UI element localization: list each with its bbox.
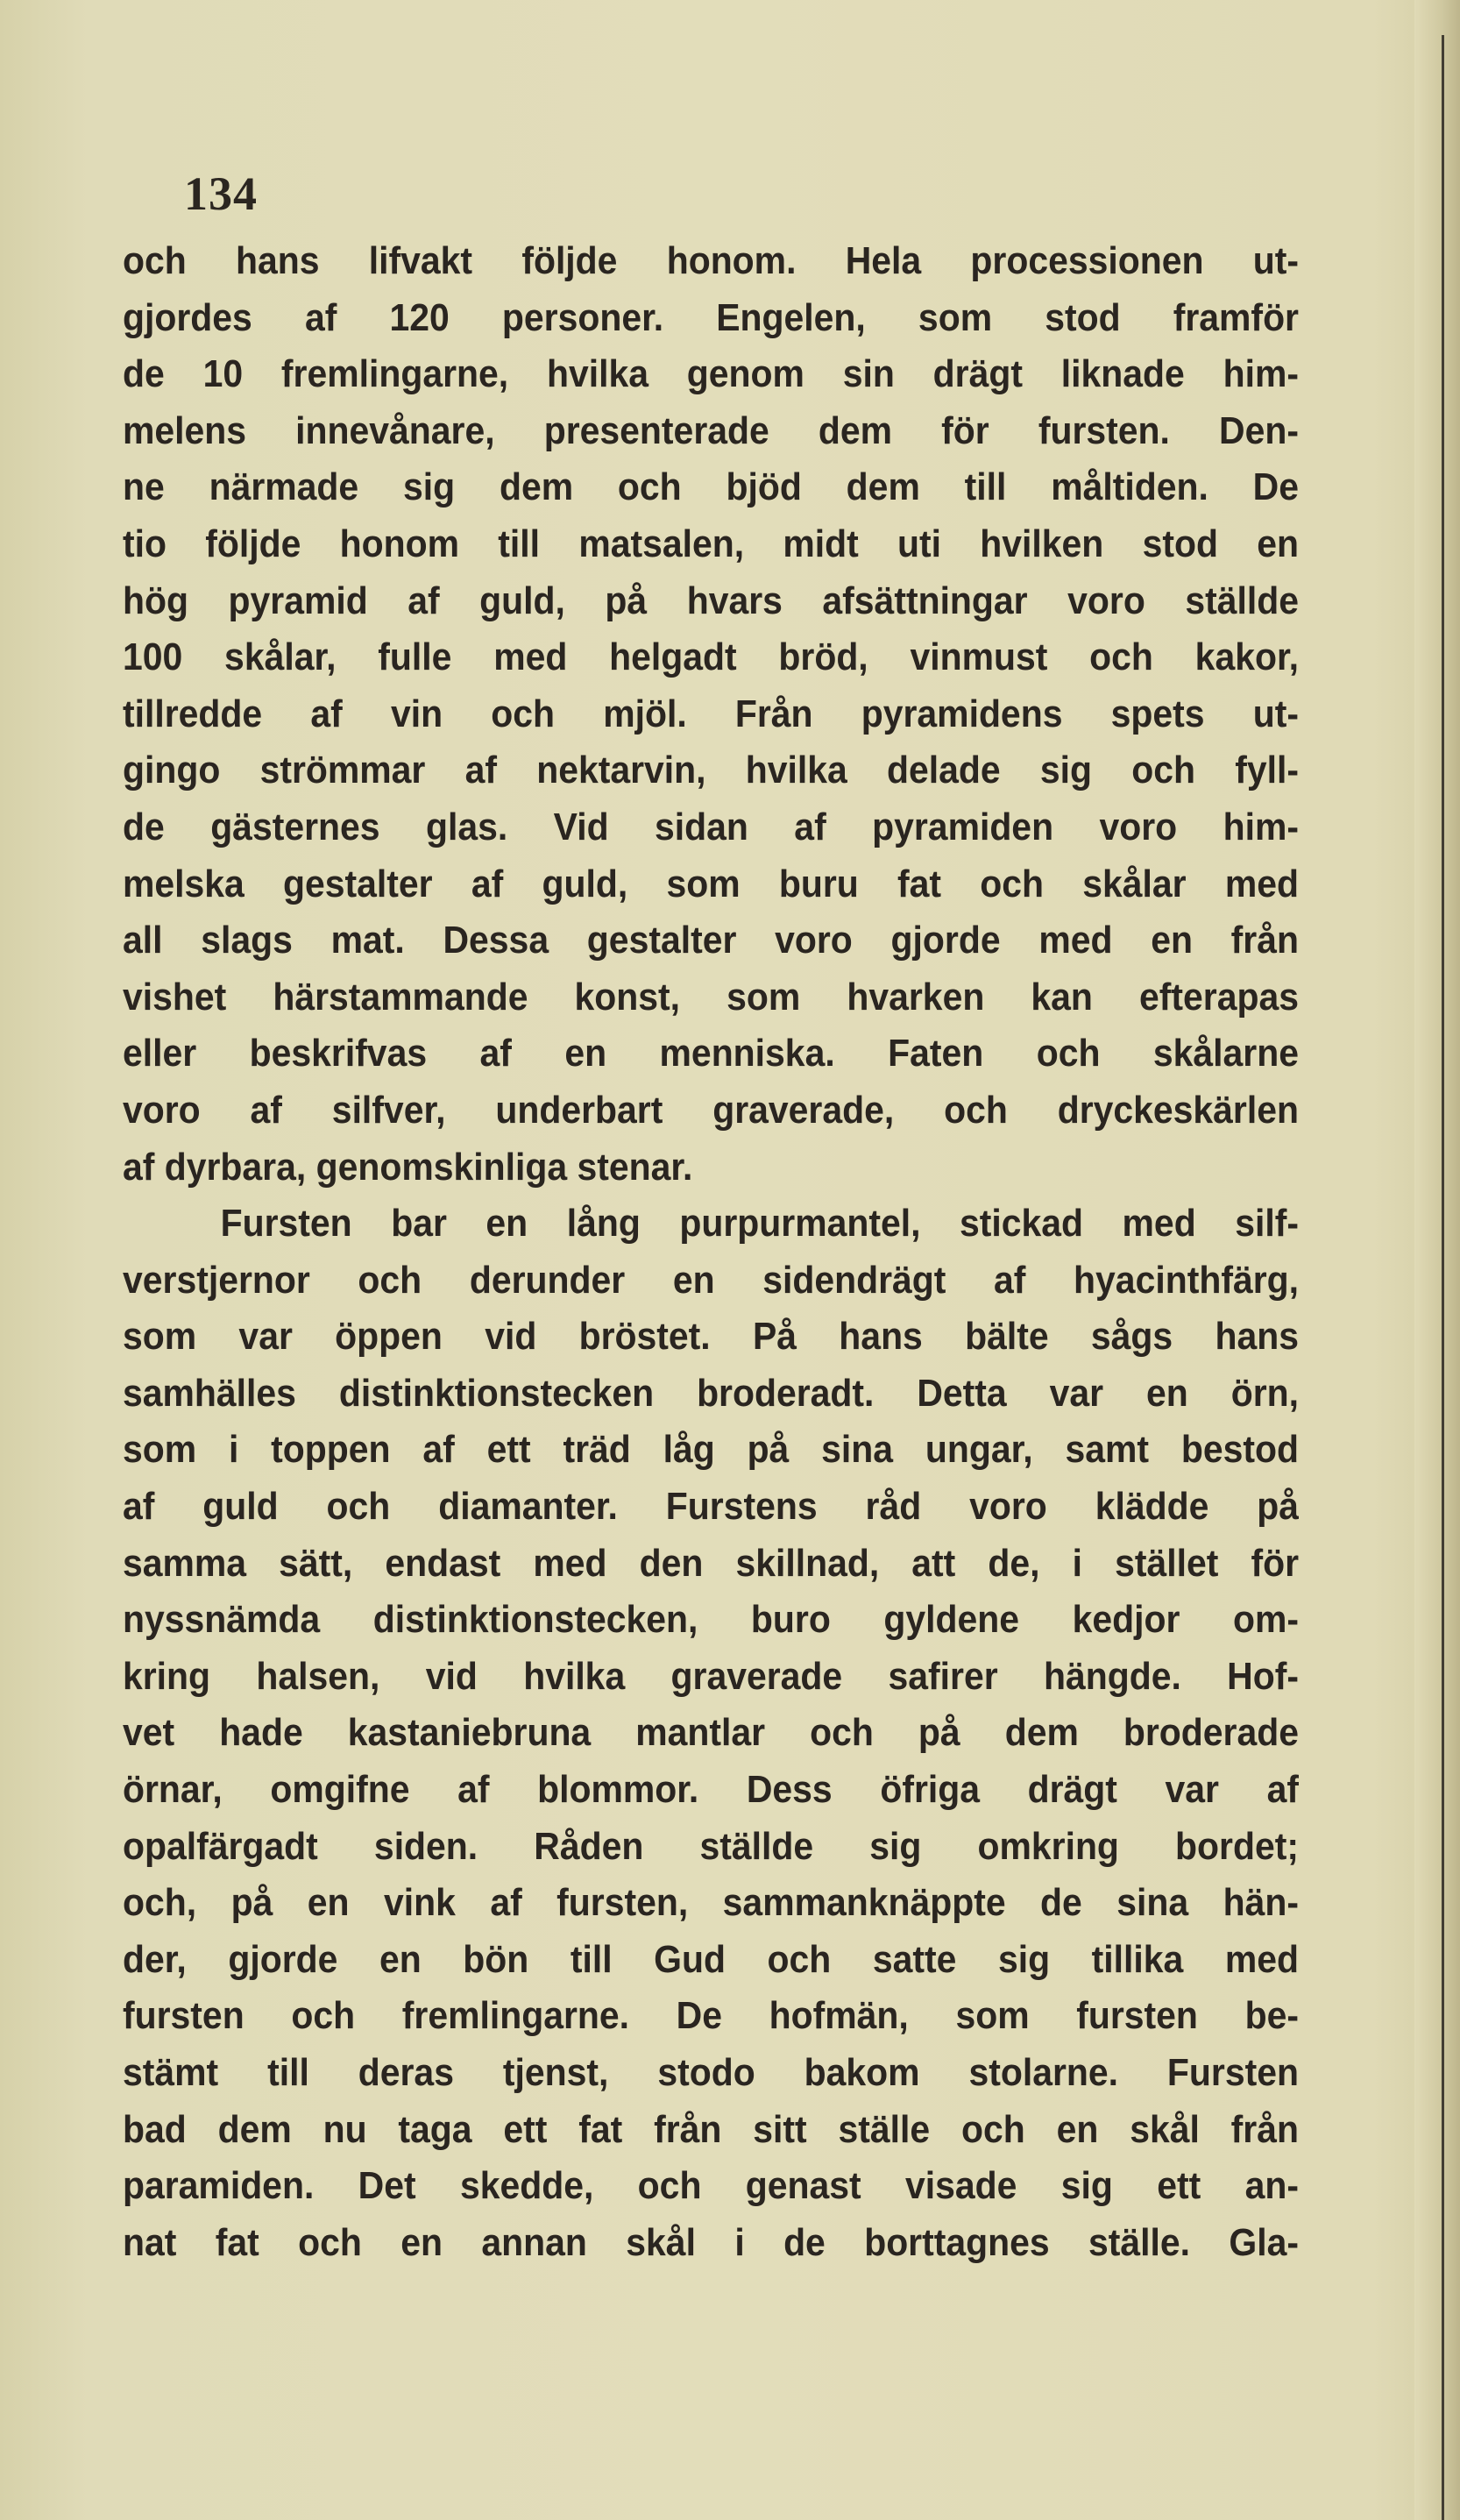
- text-line: all slags mat. Dessa gestalter voro gjorde med en från: [123, 919, 1299, 962]
- text-line: opalfärgadt siden. Råden ställde sig omkring bordet;: [123, 1824, 1299, 1868]
- text-line: tillredde af vin och mjöl. Från pyramidens spets ut-: [123, 692, 1299, 735]
- text-line: stämt till deras tjenst, stodo bakom stolarne. Fursten: [123, 2051, 1299, 2094]
- text-line: tio följde honom till matsalen, midt uti hvilken stod en: [123, 522, 1299, 565]
- text-line: voro af silfver, underbart graverade, och dryckeskärlen: [123, 1088, 1299, 1132]
- page-edge-shadow: [1414, 0, 1460, 2520]
- text-line: samma sätt, endast med den skillnad, att de, i stället för: [123, 1541, 1299, 1585]
- text-line: verstjernor och derunder en sidendrägt af hyacinthfärg,: [123, 1258, 1299, 1302]
- text-line: melska gestalter af guld, som buru fat och skålar med: [123, 862, 1299, 905]
- text-line: eller beskrifvas af en menniska. Faten och skålarne: [123, 1032, 1299, 1075]
- text-line: hög pyramid af guld, på hvars afsättningar voro ställde: [123, 579, 1299, 622]
- text-line: fursten och fremlingarne. De hofmän, som fursten be-: [123, 1994, 1299, 2038]
- text-line: bad dem nu taga ett fat från sitt ställe och en skål från: [123, 2107, 1299, 2151]
- text-line: gingo strömmar af nektarvin, hvilka delade sig och fyll-: [123, 749, 1299, 792]
- text-line: der, gjorde en bön till Gud och satte sig tillika med: [123, 1937, 1299, 1981]
- text-line: som i toppen af ett träd låg på sina ungar, samt bestod: [123, 1428, 1299, 1472]
- page-number: 134: [184, 167, 258, 220]
- text-line: paramiden. Det skedde, och genast visade sig ett an-: [123, 2164, 1299, 2208]
- text-line: vishet härstammande konst, som hvarken kan efterapas: [123, 975, 1299, 1019]
- text-line: de 10 fremlingarne, hvilka genom sin drägt liknade him-: [123, 352, 1299, 396]
- text-line: örnar, omgifne af blommor. Dess öfriga drägt var af: [123, 1768, 1299, 1812]
- text-line: 100 skålar, fulle med helgadt bröd, vinmust och kakor,: [123, 635, 1299, 679]
- text-line: och hans lifvakt följde honom. Hela processionen ut-: [123, 239, 1299, 282]
- text-line: gjordes af 120 personer. Engelen, som stod framför: [123, 295, 1299, 339]
- text-line: nyssnämda distinktionstecken, buro gyldene kedjor om-: [123, 1598, 1299, 1642]
- body-text: [123, 233, 1299, 2271]
- text-line: melens innevånare, presenterade dem för fursten. Den-: [123, 408, 1299, 452]
- text-line: som var öppen vid bröstet. På hans bälte sågs hans: [123, 1315, 1299, 1359]
- text-line: ne närmade sig dem och bjöd dem till måltiden. De: [123, 465, 1299, 509]
- text-line: samhälles distinktionstecken broderadt. Detta var en örn,: [123, 1371, 1299, 1415]
- text-line: och, på en vink af fursten, sammanknäppte de sina hän-: [123, 1881, 1299, 1925]
- page-edge-rule: [1442, 35, 1444, 2520]
- paragraph-end-line: af dyrbara, genomskinliga stenar.: [123, 1145, 693, 1189]
- paragraph-start-line: Fursten bar en lång purpurmantel, stickad med silf-: [220, 1202, 1299, 1246]
- text-line: kring halsen, vid hvilka graverade safirer hängde. Hof-: [123, 1654, 1299, 1698]
- text-line: vet hade kastaniebruna mantlar och på dem broderade: [123, 1711, 1299, 1755]
- text-line: nat fat och en annan skål i de borttagnes ställe. Gla-: [123, 2220, 1299, 2264]
- text-line: de gästernes glas. Vid sidan af pyramiden voro him-: [123, 805, 1299, 848]
- text-line: af guld och diamanter. Furstens råd voro klädde på: [123, 1485, 1299, 1529]
